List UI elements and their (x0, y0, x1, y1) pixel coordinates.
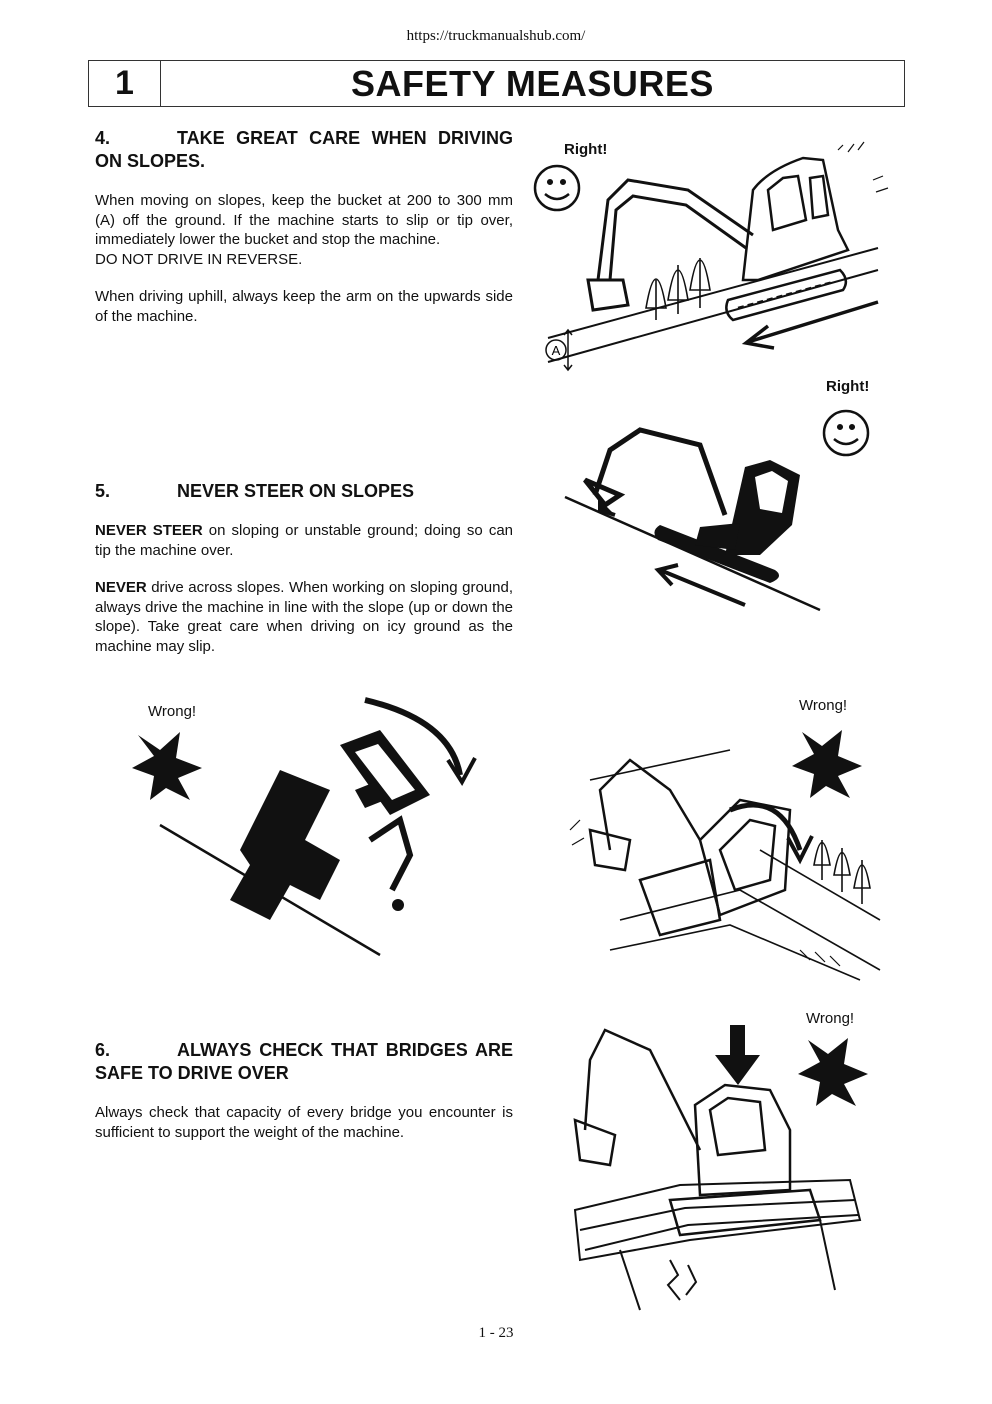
section-5-para-1-text: on sloping or unstable ground; doing so can tip the machine over. (95, 522, 514, 559)
dimension-a-label: A (551, 343, 561, 358)
wrong-cross-icon (792, 730, 862, 798)
fig5-bridge-illustration (560, 1010, 890, 1315)
section-5-para-2-text: drive across slopes. When working on sloping ground, always drive the machine in line with the slope (up or down the slope). Take great care when driving on icy ground as the machine may slip. (95, 579, 513, 655)
fig4-wrong-label: Wrong! (799, 697, 848, 714)
section-5 (95, 480, 513, 656)
page-number: 1 - 23 (478, 1325, 514, 1341)
chapter-header (88, 60, 905, 107)
section-4 (95, 127, 513, 326)
section-4-title: TAKE GREAT CARE WHEN DRIVING ON SLOPES. (95, 128, 513, 171)
chapter-number: 1 (89, 61, 161, 106)
fig2-right-label: Right! (826, 378, 870, 395)
section-5-para-1 (95, 521, 513, 560)
section-5-heading (95, 480, 513, 503)
section-4-heading (95, 127, 513, 173)
section-5-number: 5. (95, 481, 111, 501)
wrong-cross-icon (798, 1038, 868, 1106)
wrong-cross-icon (132, 732, 202, 800)
fig3-tipping-illustration (130, 690, 480, 965)
section-6-number: 6. (95, 1040, 111, 1060)
section-5-para-2 (95, 578, 513, 656)
down-arrow-icon (715, 1025, 760, 1085)
section-5-title: NEVER STEER ON SLOPES (177, 481, 415, 501)
smiley-face-icon (535, 166, 579, 210)
fig3-wrong-label: Wrong! (148, 703, 197, 720)
section-4-number: 4. (95, 128, 111, 148)
section-6-para-1: Always check that capacity of every bridge you encounter is sufficient to support the weight of the machine. (95, 1104, 513, 1141)
section-5-para-1-bold: NEVER STEER (95, 522, 203, 539)
section-4-warning: DO NOT DRIVE IN REVERSE. (95, 250, 303, 268)
tree-icon (814, 840, 870, 904)
section-5-para-2-bold: NEVER (95, 579, 147, 596)
fig2-steer-slope-illustration (560, 405, 890, 615)
section-4-para-1: When moving on slopes, keep the bucket at 200 to 300 mm (A) off the ground. If the machine starts to slip or tip over, immediately lower the bucket and stop the machine. (95, 192, 513, 248)
smiley-face-icon (824, 411, 868, 455)
fig5-wrong-label: Wrong! (806, 1010, 855, 1027)
fig1-slope-excavator-illustration (528, 130, 908, 375)
section-6-heading (95, 1039, 513, 1085)
fig1-right-label: Right! (564, 141, 608, 158)
section-6-title: ALWAYS CHECK THAT BRIDGES ARE SAFE TO DRIVE OVER (95, 1040, 513, 1083)
source-url: https://truckmanualshub.com/ (406, 28, 586, 44)
fig4-slope-tip-illustration (560, 720, 890, 980)
tree-icon (646, 258, 710, 320)
section-4-para-2: When driving uphill, always keep the arm on the upwards side of the machine. (95, 288, 513, 325)
chapter-title: SAFETY MEASURES (351, 62, 714, 104)
section-6 (95, 1039, 513, 1142)
